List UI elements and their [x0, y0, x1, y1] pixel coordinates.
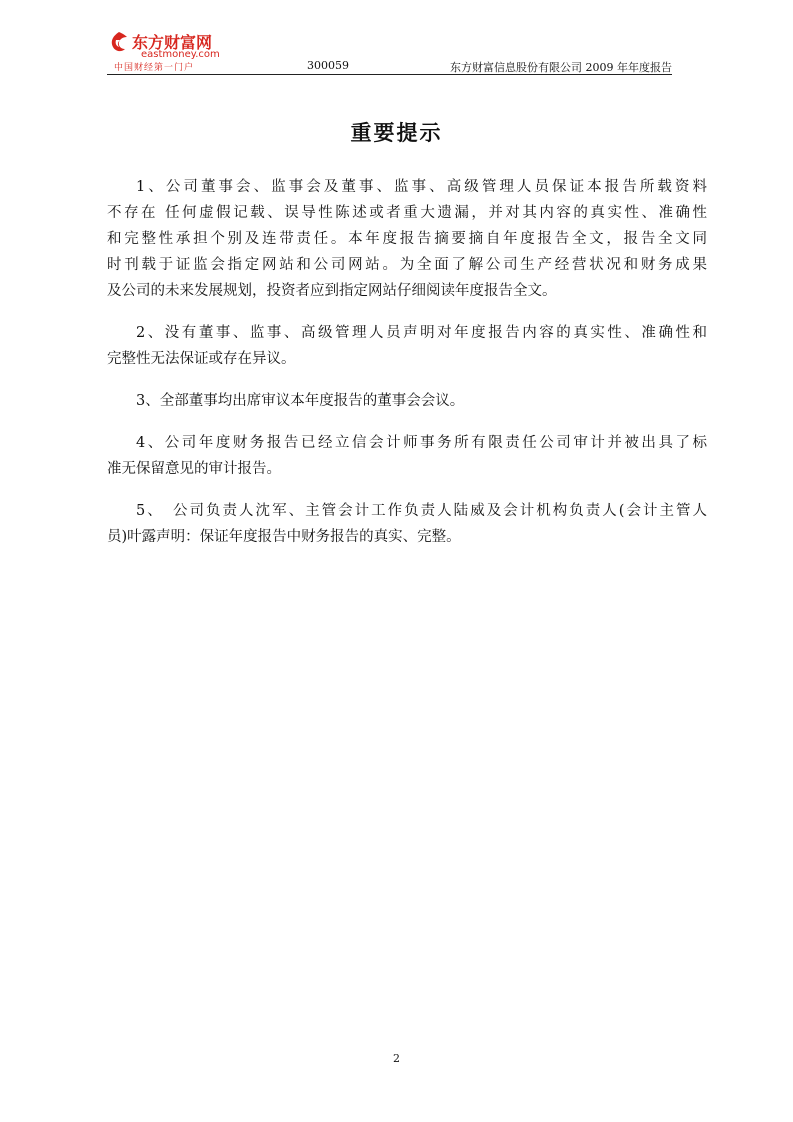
paragraph-line: 准无保留意见的审计报告。 [107, 461, 281, 477]
paragraph-line: 不存在 任何虚假记载、误导性陈述或者重大遗漏，并对其内容的真实性、准确性 [107, 205, 707, 221]
report-name: 东方财富信息股份有限公司 2009 年年度报告 [450, 61, 672, 74]
paragraph-line: 3、全部董事均出席审议本年度报告的董事会会议。 [136, 393, 465, 409]
paragraph-line: 及公司的未来发展规划，投资者应到指定网站仔细阅读年度报告全文。 [107, 283, 557, 299]
flame-logo-icon [107, 30, 131, 54]
logo-slogan: 中国财经第一门户 [114, 63, 195, 73]
notice-content [107, 174, 707, 566]
paragraph-line: 4、公司年度财务报告已经立信会计师事务所有限责任公司审计并被出具了标 [136, 435, 707, 451]
paragraph-line: 完整性无法保证或存在异议。 [107, 351, 296, 367]
notice-paragraph-3 [107, 388, 707, 414]
page-title: 重要提示 [350, 121, 443, 145]
notice-paragraph-5 [107, 498, 707, 550]
stock-code: 300059 [307, 59, 349, 72]
paragraph-line: 2、没有董事、监事、高级管理人员声明对年度报告内容的真实性、准确性和 [136, 325, 707, 341]
notice-paragraph-4 [107, 430, 707, 482]
notice-paragraph-1 [107, 174, 707, 304]
page-number: 2 [393, 1052, 400, 1065]
paragraph-line: 和完整性承担个别及连带责任。本年度报告摘要摘自年度报告全文，报告全文同 [107, 231, 707, 247]
paragraph-line: 1、公司董事会、监事会及董事、监事、高级管理人员保证本报告所载资料 [136, 179, 707, 195]
page-header [107, 28, 672, 76]
paragraph-line: 5、 公司负责人沈军、主管会计工作负责人陆威及会计机构负责人(会计主管人 [136, 503, 707, 519]
paragraph-line: 时刊载于证监会指定网站和公司网站。为全面了解公司生产经营状况和财务成果 [107, 257, 707, 273]
paragraph-line: 员)叶露声明：保证年度报告中财务报告的真实、完整。 [107, 529, 461, 545]
logo-domain: eastmoney.com [141, 49, 220, 60]
header-divider [107, 74, 672, 75]
eastmoney-logo [107, 28, 219, 72]
notice-paragraph-2 [107, 320, 707, 372]
logo-text: 东方财富网 [132, 33, 213, 52]
